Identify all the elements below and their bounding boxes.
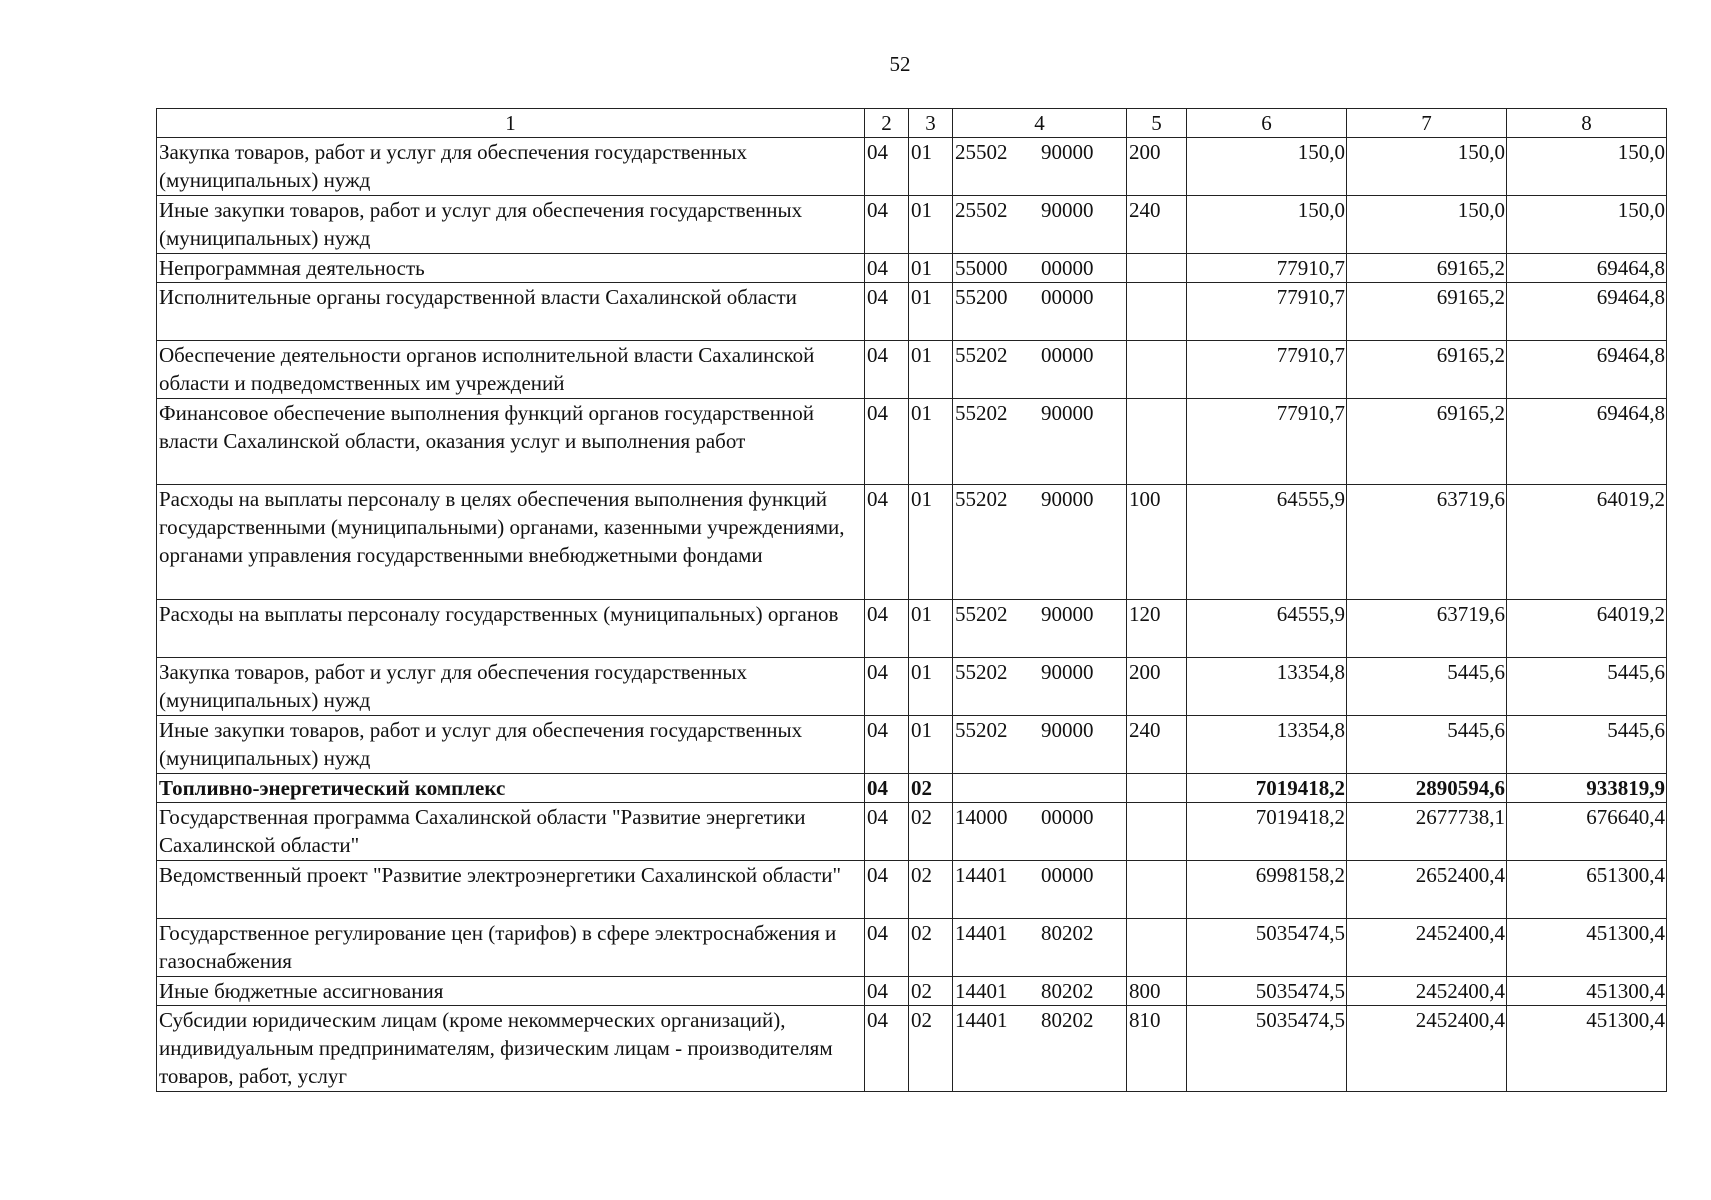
table-row — [157, 803, 1667, 861]
amount-col8: 69464,8 — [1507, 283, 1667, 341]
column-header: 2 — [865, 109, 909, 138]
table-row — [157, 716, 1667, 774]
target-article-part1: 14401 — [955, 1008, 1008, 1032]
target-article-part1: 55202 — [955, 660, 1008, 684]
target-article-part1: 55202 — [955, 487, 1008, 511]
section-code: 04 — [865, 485, 909, 600]
target-article-part1: 14401 — [955, 863, 1008, 887]
amount-col7: 2677738,1 — [1347, 803, 1507, 861]
row-name: Иные закупки товаров, работ и услуг для обеспечения государственных (муниципальных) нужд — [157, 196, 865, 254]
amount-col8: 150,0 — [1507, 196, 1667, 254]
amount-col8: 69464,8 — [1507, 399, 1667, 485]
target-article-code — [953, 716, 1127, 774]
row-name: Обеспечение деятельности органов исполнительной власти Сахалинской области и подведомственных им учреждений — [157, 341, 865, 399]
row-name: Государственное регулирование цен (тарифов) в сфере электроснабжения и газоснабжения — [157, 919, 865, 977]
amount-col6: 64555,9 — [1187, 600, 1347, 658]
section-code: 04 — [865, 399, 909, 485]
amount-col6: 7019418,2 — [1187, 803, 1347, 861]
amount-col6: 77910,7 — [1187, 254, 1347, 283]
target-article-part2: 00000 — [1041, 343, 1094, 367]
column-header: 6 — [1187, 109, 1347, 138]
target-article-part2: 90000 — [1041, 487, 1094, 511]
amount-col8: 451300,4 — [1507, 919, 1667, 977]
amount-col6: 13354,8 — [1187, 658, 1347, 716]
subsection-code: 02 — [909, 1006, 953, 1092]
target-article-code — [953, 138, 1127, 196]
target-article-part2: 90000 — [1041, 660, 1094, 684]
column-number-row — [157, 109, 1667, 138]
section-code: 04 — [865, 600, 909, 658]
row-name: Расходы на выплаты персоналу государственных (муниципальных) органов — [157, 600, 865, 658]
section-code: 04 — [865, 861, 909, 919]
section-code: 04 — [865, 341, 909, 399]
section-code: 04 — [865, 774, 909, 803]
target-article-code — [953, 977, 1127, 1006]
target-article-part1: 55202 — [955, 401, 1008, 425]
amount-col7: 69165,2 — [1347, 283, 1507, 341]
section-code: 04 — [865, 658, 909, 716]
amount-col7: 150,0 — [1347, 196, 1507, 254]
column-header: 3 — [909, 109, 953, 138]
amount-col8: 64019,2 — [1507, 600, 1667, 658]
table-row — [157, 254, 1667, 283]
amount-col7: 2652400,4 — [1347, 861, 1507, 919]
expense-type-code: 200 — [1127, 138, 1187, 196]
table-row — [157, 600, 1667, 658]
subsection-code: 01 — [909, 254, 953, 283]
amount-col8: 69464,8 — [1507, 254, 1667, 283]
column-header: 4 — [953, 109, 1127, 138]
subsection-code: 02 — [909, 803, 953, 861]
amount-col8: 150,0 — [1507, 138, 1667, 196]
amount-col7: 2890594,6 — [1347, 774, 1507, 803]
table-row — [157, 196, 1667, 254]
amount-col6: 6998158,2 — [1187, 861, 1347, 919]
target-article-part2: 90000 — [1041, 401, 1094, 425]
expense-type-code: 800 — [1127, 977, 1187, 1006]
expense-type-code — [1127, 919, 1187, 977]
row-name: Закупка товаров, работ и услуг для обеспечения государственных (муниципальных) нужд — [157, 138, 865, 196]
row-name: Непрограммная деятельность — [157, 254, 865, 283]
target-article-part2: 00000 — [1041, 805, 1094, 829]
column-header: 7 — [1347, 109, 1507, 138]
subsection-code: 01 — [909, 138, 953, 196]
amount-col7: 63719,6 — [1347, 485, 1507, 600]
row-name: Субсидии юридическим лицам (кроме некоммерческих организаций), индивидуальным предпринимателям, физическим лицам - производителям товаров, работ, услуг — [157, 1006, 865, 1092]
section-code: 04 — [865, 138, 909, 196]
section-code: 04 — [865, 254, 909, 283]
amount-col6: 64555,9 — [1187, 485, 1347, 600]
page-number: 52 — [889, 52, 911, 76]
section-code: 04 — [865, 196, 909, 254]
target-article-code — [953, 919, 1127, 977]
target-article-part1: 55200 — [955, 285, 1008, 309]
table-row — [157, 485, 1667, 600]
column-header: 1 — [157, 109, 865, 138]
target-article-code — [953, 861, 1127, 919]
amount-col6: 7019418,2 — [1187, 774, 1347, 803]
table-row — [157, 977, 1667, 1006]
amount-col7: 69165,2 — [1347, 399, 1507, 485]
target-article-part1: 55202 — [955, 718, 1008, 742]
row-name: Иные закупки товаров, работ и услуг для обеспечения государственных (муниципальных) нужд — [157, 716, 865, 774]
table-row — [157, 861, 1667, 919]
subsection-code: 01 — [909, 341, 953, 399]
target-article-part2: 80202 — [1041, 1008, 1094, 1032]
amount-col6: 150,0 — [1187, 138, 1347, 196]
table-row — [157, 658, 1667, 716]
subsection-code: 01 — [909, 600, 953, 658]
amount-col7: 69165,2 — [1347, 341, 1507, 399]
amount-col8: 451300,4 — [1507, 977, 1667, 1006]
table-row — [157, 399, 1667, 485]
target-article-code — [953, 283, 1127, 341]
target-article-code — [953, 341, 1127, 399]
amount-col6: 5035474,5 — [1187, 977, 1347, 1006]
section-code: 04 — [865, 977, 909, 1006]
table-row — [157, 138, 1667, 196]
row-name: Закупка товаров, работ и услуг для обеспечения государственных (муниципальных) нужд — [157, 658, 865, 716]
subsection-code: 01 — [909, 283, 953, 341]
amount-col8: 64019,2 — [1507, 485, 1667, 600]
amount-col6: 77910,7 — [1187, 283, 1347, 341]
table-row — [157, 1006, 1667, 1092]
amount-col7: 150,0 — [1347, 138, 1507, 196]
target-article-code — [953, 803, 1127, 861]
expense-type-code — [1127, 283, 1187, 341]
table-row — [157, 341, 1667, 399]
target-article-part2: 90000 — [1041, 602, 1094, 626]
target-article-part2: 00000 — [1041, 285, 1094, 309]
table-row — [157, 774, 1667, 803]
target-article-code — [953, 485, 1127, 600]
amount-col8: 69464,8 — [1507, 341, 1667, 399]
target-article-part2: 90000 — [1041, 198, 1094, 222]
target-article-part1: 55202 — [955, 343, 1008, 367]
expense-type-code: 240 — [1127, 196, 1187, 254]
target-article-part1: 14000 — [955, 805, 1008, 829]
subsection-code: 01 — [909, 485, 953, 600]
column-header: 8 — [1507, 109, 1667, 138]
target-article-part2: 90000 — [1041, 718, 1094, 742]
target-article-code — [953, 658, 1127, 716]
amount-col7: 2452400,4 — [1347, 977, 1507, 1006]
amount-col6: 13354,8 — [1187, 716, 1347, 774]
expense-type-code: 200 — [1127, 658, 1187, 716]
target-article-code — [953, 254, 1127, 283]
expense-type-code: 100 — [1127, 485, 1187, 600]
table-body — [157, 138, 1667, 1092]
section-code: 04 — [865, 283, 909, 341]
amount-col6: 77910,7 — [1187, 341, 1347, 399]
target-article-part2: 80202 — [1041, 979, 1094, 1003]
section-code: 04 — [865, 1006, 909, 1092]
column-header: 5 — [1127, 109, 1187, 138]
amount-col7: 63719,6 — [1347, 600, 1507, 658]
target-article-part1: 14401 — [955, 921, 1008, 945]
amount-col7: 5445,6 — [1347, 716, 1507, 774]
target-article-code — [953, 196, 1127, 254]
amount-col6: 5035474,5 — [1187, 919, 1347, 977]
target-article-part2: 90000 — [1041, 140, 1094, 164]
subsection-code: 01 — [909, 716, 953, 774]
amount-col6: 77910,7 — [1187, 399, 1347, 485]
amount-col7: 5445,6 — [1347, 658, 1507, 716]
target-article-part2: 00000 — [1041, 863, 1094, 887]
subsection-code: 02 — [909, 861, 953, 919]
expense-type-code — [1127, 341, 1187, 399]
expense-type-code — [1127, 774, 1187, 803]
amount-col7: 69165,2 — [1347, 254, 1507, 283]
amount-col8: 5445,6 — [1507, 658, 1667, 716]
subsection-code: 01 — [909, 196, 953, 254]
row-name: Ведомственный проект "Развитие электроэнергетики Сахалинской области" — [157, 861, 865, 919]
target-article-part2: 80202 — [1041, 921, 1094, 945]
expense-type-code: 120 — [1127, 600, 1187, 658]
expense-type-code — [1127, 861, 1187, 919]
target-article-part2: 00000 — [1041, 256, 1094, 280]
amount-col6: 5035474,5 — [1187, 1006, 1347, 1092]
expense-type-code — [1127, 803, 1187, 861]
target-article-code — [953, 399, 1127, 485]
row-name: Государственная программа Сахалинской области "Развитие энергетики Сахалинской области" — [157, 803, 865, 861]
amount-col7: 2452400,4 — [1347, 1006, 1507, 1092]
subsection-code: 01 — [909, 658, 953, 716]
amount-col8: 676640,4 — [1507, 803, 1667, 861]
amount-col8: 651300,4 — [1507, 861, 1667, 919]
section-code: 04 — [865, 716, 909, 774]
expense-type-code: 810 — [1127, 1006, 1187, 1092]
expense-type-code — [1127, 399, 1187, 485]
section-code: 04 — [865, 919, 909, 977]
row-name: Финансовое обеспечение выполнения функций органов государственной власти Сахалинской области, оказания услуг и выполнения работ — [157, 399, 865, 485]
amount-col8: 451300,4 — [1507, 1006, 1667, 1092]
target-article-part1: 55000 — [955, 256, 1008, 280]
target-article-code — [953, 774, 1127, 803]
section-code: 04 — [865, 803, 909, 861]
target-article-part1: 55202 — [955, 602, 1008, 626]
table-row — [157, 919, 1667, 977]
subsection-code: 02 — [909, 919, 953, 977]
target-article-code — [953, 1006, 1127, 1092]
amount-col6: 150,0 — [1187, 196, 1347, 254]
row-name: Расходы на выплаты персоналу в целях обеспечения выполнения функций государственными (муниципальными) органами, казенными учреждениями, органами управления государственными внебюджетными фондами — [157, 485, 865, 600]
expense-type-code — [1127, 254, 1187, 283]
subsection-code: 02 — [909, 977, 953, 1006]
amount-col8: 5445,6 — [1507, 716, 1667, 774]
target-article-part1: 25502 — [955, 140, 1008, 164]
target-article-part1: 25502 — [955, 198, 1008, 222]
row-name: Иные бюджетные ассигнования — [157, 977, 865, 1006]
target-article-code — [953, 600, 1127, 658]
budget-table — [156, 108, 1667, 1092]
row-name: Топливно-энергетический комплекс — [157, 774, 865, 803]
amount-col8: 933819,9 — [1507, 774, 1667, 803]
table-row — [157, 283, 1667, 341]
subsection-code: 01 — [909, 399, 953, 485]
expense-type-code: 240 — [1127, 716, 1187, 774]
amount-col7: 2452400,4 — [1347, 919, 1507, 977]
target-article-part1: 14401 — [955, 979, 1008, 1003]
row-name: Исполнительные органы государственной власти Сахалинской области — [157, 283, 865, 341]
subsection-code: 02 — [909, 774, 953, 803]
